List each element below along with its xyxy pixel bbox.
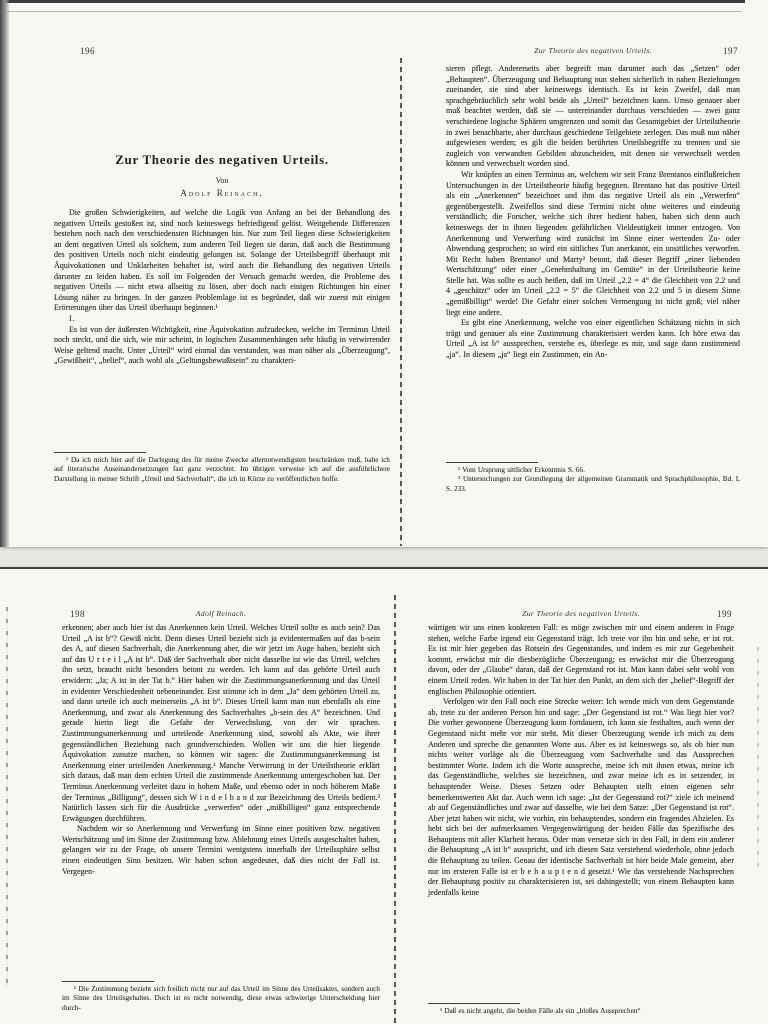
page-198 xyxy=(62,567,380,1024)
page-number: 196 xyxy=(80,46,95,56)
paragraph: Es gibt eine Anerkennung, welche von einer eigentlichen Schätzung nichts in sich trägt und genauer als eine Zustimmung charakterisiert werden kann. Ich höre etwa das Urteil „A ist b“ aussprechen, verstehe es, überlege es mir, und sage dann zustimmend „ja“. In diesem „ja“ liegt ein Zustimmen, ein An- xyxy=(446,318,740,360)
page-number: 197 xyxy=(723,46,738,56)
page-197 xyxy=(446,0,740,547)
book-center-spine-line xyxy=(394,595,396,1024)
page-196 xyxy=(52,0,392,547)
book-spine-shadow xyxy=(0,0,10,547)
page-199-header xyxy=(428,609,734,618)
footnote: ¹ Vom Ursprung sittlicher Erkenntnis S. 66. xyxy=(458,466,585,474)
footnote: ¹ Daß es nicht angeht, die beiden Fälle als ein „bloßes Aussprechen“ xyxy=(440,1007,641,1015)
footnote: ² Untersuchungen zur Grundlegung der allgemeinen Grammatik und Sprachphilosophie, Bd. I, S. 233. xyxy=(446,475,740,493)
paragraph: Es ist von der äußersten Wichtigkeit, eine Äquivokation aufzudecken, welche im Terminus Urteil noch steckt, und die sich, wie mir scheint, in logischen Zusammenhängen sehr häufig in verwirrender Weise geltend macht. Unter „Urteil“ wird einmal das verstanden, was man näher als „Überzeugung“, „Gewißheit“, „belief“, auch wohl als „Geltungsbewußtsein“ zu charakteri- xyxy=(54,324,390,366)
page-197-footnotes xyxy=(446,462,740,494)
page-197-body xyxy=(446,64,740,361)
footnote: ¹ Die Zustimmung bezieht sich freilich nicht nur auf das Urteil im Sinne des Urteilsaktes, sondern auch im Sinne des Urteilsgehaltes. Doch ist es nicht notwendig, diese etwas schwierige Unterscheidung hier durch- xyxy=(62,985,380,1012)
page-197-header xyxy=(446,46,740,55)
paragraph: Nachdem wir so Anerkennung und Verwerfung im Sinne einer positiven bzw. negativen Wertschätzung und im Sinne der Zustimmung bzw. Ablehnung eines Urteils ausgeschaltet haben, gelangen wir zu der Frage, ob unsere Termini wenigstens innerhalb der Urteilssphäre selbst einen eindeutigen Sinn besitzen. Wir haben schon angedeutet, daß dies nicht der Fall ist. Vergegen- xyxy=(62,824,380,876)
page-198-header xyxy=(62,609,380,618)
scanned-page-spread-198-199 xyxy=(0,567,768,1024)
page-196-footnotes xyxy=(54,452,390,484)
running-head: Zur Theorie des negativen Urteils. xyxy=(522,609,640,618)
footnote-rule xyxy=(446,462,538,463)
article-title: Zur Theorie des negativen Urteils. xyxy=(115,152,329,167)
paragraph: Wir knüpfen an einen Terminus an, welchem wir seit Franz Brentanos einflußreichen Untersuchungen in der Urteilstheorie häufig begegnen. Brentano hat das positive Urteil als ein „Anerkennen“ bezeichnet und ihm das negative Urteil als ein „Verwerfen“ gegenübergestellt. Zweifellos sind diese Termini nicht ohne weiteres und eindeutig verständlich; die Forscher, welche sich ihrer bedient haben, haben sich denn auch keineswegs der in ihnen liegenden gefährlichen Vieldeutigkeit immer entzogen. Von Anerkennung und Verwerfung wird zunächst im Sinne einer wertenden Zu- oder Abwendung gesprochen; so wird ein sittliches Tun anerkannt, ein unsittliches verworfen. Mit Recht haben Brentano¹ und Marty² betont, daß dieser Begriff „einer liebenden Wertschätzung“ oder einer „Genehmhaltung im Gemüte“ in der Urteilstheorie keine Stelle hat. Was sollte es auch heißen, daß im Urteil „2.2 = 4“ die Gleichheit von 2.2 und 4 „geschätzt“ oder im Urteil „2.2 = 5“ die Gleichheit von 2.2 und 5 in diesem Sinne „gemißbilligt“ werde! Die Gefahr einer solchen Vermengung ist nicht groß; viel näher liegt eine andere. xyxy=(446,169,740,317)
section-heading: I. xyxy=(69,313,76,323)
author-name: Adolf Reinach. xyxy=(180,188,264,198)
page-number: 198 xyxy=(70,609,85,619)
footnote: ¹ Da ich mich hier auf die Darlegung des für meine Zwecke allernotwendigsten beschränken muß, habe ich auf literarische Auseinandersetzungen fast ganz verzichtet. Im übrigen verweise ich auf die ausführlichere Darstellung in meiner Schrift „Urteil und Sachverhalt“, die ich in Kürze zu veröffentlichen hoffe. xyxy=(54,456,390,483)
paragraph: erkennen; aber auch hier ist das Anerkennen kein Urteil. Welches Urteil sollte es auch sein? Das Urteil „A ist b“? Gewiß nicht. Denn dieses Urteil bezieht sich ja evidentermaßen auf das b-sein des A, auf diesen Sachverhalt, die Anerkennung aber, die wir jetzt im Auge haben, bezieht sich auf das U r t e i l „A ist b“. Daß der Sachverhalt aber nicht dasselbe ist wie das Urteil, welches ihn setzt, braucht nicht besonders betont zu werden. Ich kann auf das gehörte Urteil auch erwidern: „Ja; A ist in der Tat b.“ Hier haben wir die Zustimmungsanerkennung und das Urteil in evidenter Verschiedenheit nebeneinander. Erst stimme ich in dem „Ja“ dem gehörten Urteil zu, und dann urteile ich auch meinerseits „A ist b“. Dieses Urteil kann man nun ebenfalls als eine Anerkennung, und zwar als Anerkennung des Sachverhaltes „b-sein des A“ bezeichnen. Und gerade hierin liegt die Gefahr der Verwechslung, von der wir sprachen. Zustimmungsanerkennung und urteilende Anerkennung sind, sowohl als Akte, wie ihrer gegenständlichen Beziehung nach grundverschieden. Wollen wir uns die hier liegende Äquivokation zunutze machen, so können wir sagen: die Zustimmungsanerkennung ist Anerkennung einer urteilenden Anerkennung.¹ Manche Verwirrung in der Urteilstheorie erklärt sich daraus, daß man dem echten Urteil die zustimmende Anerkennung untergeschoben hat. Der Terminus Anerkennung verleitet dazu in hohem Maße, und ebenso oder in noch höherem Maße der Terminus „Billigung“, dessen sich W i n d e l b a n d zur Bezeichnung des Urteils bedient.² Natürlich lassen sich für die Ausdrücke „verwerfen“ oder „mißbilligen“ ganz entsprechende Erwägungen durchführen. xyxy=(62,623,380,823)
footnote-rule xyxy=(54,452,146,453)
page-199-footnotes xyxy=(428,1003,734,1016)
footnote-rule xyxy=(62,981,154,982)
scan-right-edge-marks xyxy=(757,647,759,867)
page-number: 199 xyxy=(717,609,732,619)
paragraph: wärtigen wir uns einen konkreten Fall: es möge zwischen mir und einem anderen in Frage stehen, welche Farbe irgend ein Gegenstand trägt. Ich trete vor ihn hin und sehe, er ist rot. Es ist mir hier gegeben das Rotsein des Gegenstandes, und indem es mir zur Gegebenheit kommt, erwächst mir die diesbezügliche Überzeugung; es erwächst mir die Überzeugung davon, oder der „Glaube“ daran, daß der Gegenstand rot ist. Man kann dabei sehr wohl von einem Urteil reden. Wir haben in der Tat hier den Punkt, an dem sich der „belief“-Begriff der englischen Philosophie orientiert. xyxy=(428,623,734,696)
paragraph: Verfolgen wir den Fall noch eine Strecke weiter: Ich wende mich von dem Gegenstande ab, trete zu der anderen Person hin und sage: „Der Gegenstand ist rot.“ Was liegt hier vor? Die vorher gewonnene Überzeugung kann fortdauern, ich kann sie festhalten, auch wenn der Gegenstand nicht mehr vor mir steht. Mit dieser Überzeugung wende ich mich zu dem Anderen und spreche die genannten Worte aus. Aber es ist keineswegs so, als ob hier nun nichts weiter vorläge als die Überzeugung vom Sachverhalte und das Aussprechen bestimmter Worte. Indem ich die Worte ausspreche, meine ich mit ihnen etwas, meine ich das Gegenständliche, welches sie bezeichnen, und zwar meine ich es in setzender, in behauptender Weise. Dieses Setzen oder Behaupten stellt einen eigenen sehr bemerkenswerten Akt dar. Auch wenn ich sage: „Ist der Gegenstand rot?“ ziele ich meinend ab auf Gegenständliches und zwar auf dasselbe, wie bei dem Satze: „Der Gegenstand ist rot“. Aber jetzt haben wir nicht, wie vorhin, ein behauptendes, sondern ein fragendes Abzielen. Es hebt sich bei der aufmerksamen Vergegenwärtigung der beiden Fälle das Spezifische des Behauptens mit aller Klarheit heraus. Oder man versetze sich in den Fall, in dem ein anderer die Behauptung „A ist b“ ausspricht, und ich diesen Satz verstehend wiederhole, ohne jedoch die Behauptung zu teilen. Genau der identische Sachverhalt ist hier beide Male gemeint, aber nur im ersteren Falle ist er b e h a u p t e n d gesetzt.¹ Wie das verstehende Nachsprechen der Behauptung positiv zu charakterisieren ist, sei dahingestellt; von einem Behaupten kann jedenfalls keine xyxy=(428,697,734,897)
paragraph: Die großen Schwierigkeiten, auf welche die Logik von Anfang an bei der Behandlung des negativen Urteils gestoßen ist, sind noch keineswegs befriedigend gelöst. Weitgehende Differenzen bestehen noch nach den verschiedensten Richtungen hin. Nur zum Teil liegen diese Schwierigkeiten an dem negativen Urteil als solchem, zum anderen Teil liegen sie daran, daß auch die Bestimmung des positiven Urteils noch nicht eindeutig gelungen ist. Solange der Urteilsbegriff überhaupt mit Äquivokationen und Unklarheiten behaftet ist, wird auch die Behandlung des negativen Urteils darunter zu leiden haben. Es soll im Folgenden der Versuch gemacht werden, die Probleme des negativen Urteils — nicht etwa allseitig zu lösen, aber doch nach einigen Richtungen hin einer Lösung näher zu bringen. In der ganzen Problemlage ist es begründet, daß wir zuerst mit einigen Erörterungen über das Urteil überhaupt beginnen.¹ xyxy=(54,208,390,313)
scan-left-edge-marks xyxy=(6,607,8,987)
paragraph: sieren pflegt. Andererseits aber begreift man darunter auch das „Setzen“ oder „Behaupten“. Überzeugung und Behauptung nun stehen sicherlich in nahen Beziehungen zueinander, sie sind aber keineswegs identisch. Es ist kein Zweifel, daß man sprachgebräuchlich sehr wohl beide als „Urteil“ bezeichnen kann. Umso genauer aber muß beachtet werden, daß sie — untereinander durchaus verschieden — zwei ganz verschiedene logische Sphären umgrenzen und somit das Gesamtgebiet der Urteilstheorie in zwei benachbarte, aber durchaus geschiedene Teilgebiete zerlegen. Das muß nun näher aufgewiesen werden; es gilt die beiden berührten Urteilsbegriffe zu trennen und sie zugleich von verwandten Gebilden abzuscheiden, mit denen sie verwechselt werden können und verwechselt worden sind. xyxy=(446,64,740,169)
page-196-body xyxy=(54,208,390,367)
footnote-rule xyxy=(428,1003,520,1004)
running-head: Zur Theorie des negativen Urteils. xyxy=(534,46,652,55)
book-center-spine-line xyxy=(400,58,402,546)
page-198-body xyxy=(62,623,380,877)
byline-von: Von xyxy=(215,176,229,185)
page-198-footnotes xyxy=(62,981,380,1013)
page-199-body xyxy=(428,623,734,898)
running-head: Adolf Reinach. xyxy=(195,609,247,618)
page-199 xyxy=(428,567,734,1024)
